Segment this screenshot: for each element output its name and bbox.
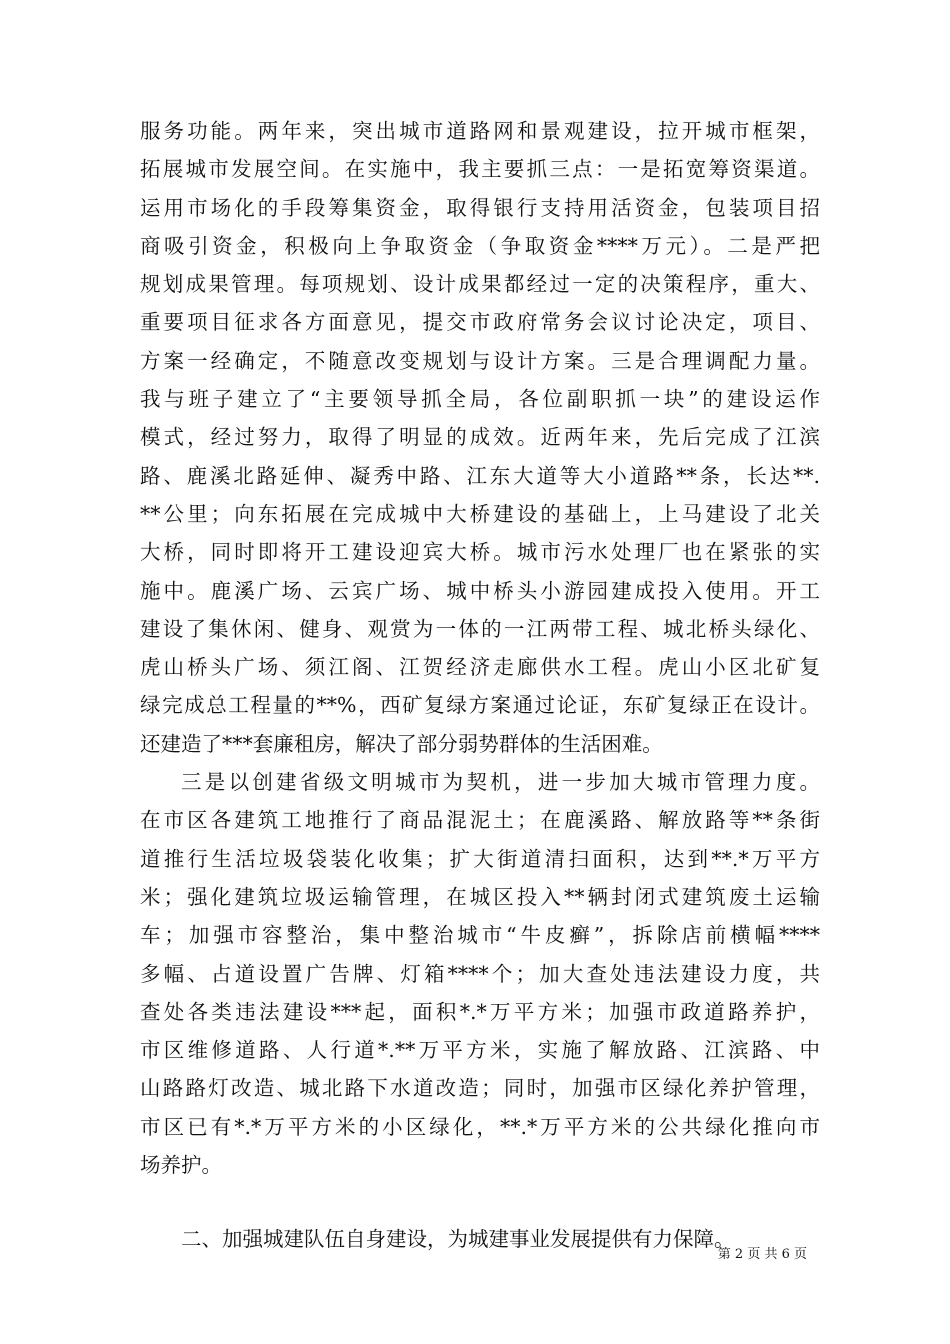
text-line: 还建造了***套廉租房，解决了部分弱势群体的生活困难。 bbox=[140, 731, 663, 756]
text-line: 山路路灯改造、城北路下水道改造；同时，加强市区绿化养护管理， bbox=[140, 1076, 820, 1101]
text-line: 市区已有*.*万平方米的小区绿化，**.*万平方米的公共绿化推向市 bbox=[140, 1114, 820, 1139]
paragraph-spacer bbox=[140, 1184, 820, 1220]
text-line: 三是以创建省级文明城市为契机，进一步加大城市管理力度。 bbox=[181, 770, 820, 795]
text-line: 虎山桥头广场、须江阁、江贺经济走廊供水工程。虎山小区北矿复 bbox=[140, 655, 820, 680]
page-number: 第 2 页 共 6 页 bbox=[717, 1247, 807, 1262]
text-line: 查处各类违法建设***起，面积*.*万平方米；加强市政道路养护， bbox=[140, 999, 820, 1024]
text-line: 服务功能。两年来，突出城市道路网和景观建设，拉开城市框架， bbox=[140, 119, 820, 143]
text-line: 场养护。 bbox=[140, 1153, 222, 1178]
text-line: 我与班子建立了“主要领导抓全局，各位副职抓一块”的建设运作 bbox=[140, 387, 820, 412]
text-line: 拓展城市发展空间。在实施中，我主要抓三点：一是拓宽筹资渠道。 bbox=[140, 157, 820, 182]
text-line: 运用市场化的手段筹集资金，取得银行支持用活资金，包装项目招 bbox=[140, 195, 820, 220]
text-line: 方案一经确定，不随意改变规划与设计方案。三是合理调配力量。 bbox=[140, 348, 820, 373]
text-line: 路、鹿溪北路延伸、凝秀中路、江东大道等大小道路**条，长达**. bbox=[140, 463, 820, 488]
text-line: 商吸引资金，积极向上争取资金（争取资金****万元）。二是严把 bbox=[140, 233, 820, 258]
text-line: 施中。鹿溪广场、云宾广场、城中桥头小游园建成投入使用。开工 bbox=[140, 578, 820, 603]
text-line: 模式，经过努力，取得了明显的成效。近两年来，先后完成了江滨 bbox=[140, 425, 820, 450]
text-line: 市区维修道路、人行道*.**万平方米，实施了解放路、江滨路、中 bbox=[140, 1038, 820, 1063]
text-line: 在市区各建筑工地推行了商品混泥土；在鹿溪路、解放路等**条街 bbox=[140, 808, 820, 833]
text-line: 米；强化建筑垃圾运输管理，在城区投入**辆封闭式建筑废土运输 bbox=[140, 884, 820, 909]
text-line: 建设了集休闲、健身、观赏为一体的一江两带工程、城北桥头绿化、 bbox=[140, 616, 820, 641]
text-line: 重要项目征求各方面意见，提交市政府常务会议讨论决定，项目、 bbox=[140, 310, 820, 335]
paragraph-city-management bbox=[140, 763, 820, 1184]
text-line: 车；加强市容整治，集中整治城市“牛皮癣”，拆除店前横幅**** bbox=[140, 923, 820, 948]
text-line: 二、加强城建队伍自身建设，为城建事业发展提供有力保障。 bbox=[181, 1227, 735, 1252]
text-line: 多幅、占道设置广告牌、灯箱****个；加大查处违法建设力度，共 bbox=[140, 961, 820, 986]
text-line: 大桥，同时即将开工建设迎宾大桥。城市污水处理厂也在紧张的实 bbox=[140, 540, 820, 565]
text-line: 规划成果管理。每项规划、设计成果都经过一定的决策程序，重大、 bbox=[140, 272, 820, 297]
text-line: 绿完成总工程量的**%，西矿复绿方案通过论证，东矿复绿正在设计。 bbox=[140, 693, 820, 718]
document-body bbox=[140, 112, 820, 1259]
text-line: **公里；向东拓展在完成城中大桥建设的基础上，上马建设了北关 bbox=[140, 501, 820, 526]
text-line: 道推行生活垃圾袋装化收集；扩大街道清扫面积，达到**.*万平方 bbox=[140, 846, 820, 871]
paragraph-urban-construction bbox=[140, 112, 820, 763]
